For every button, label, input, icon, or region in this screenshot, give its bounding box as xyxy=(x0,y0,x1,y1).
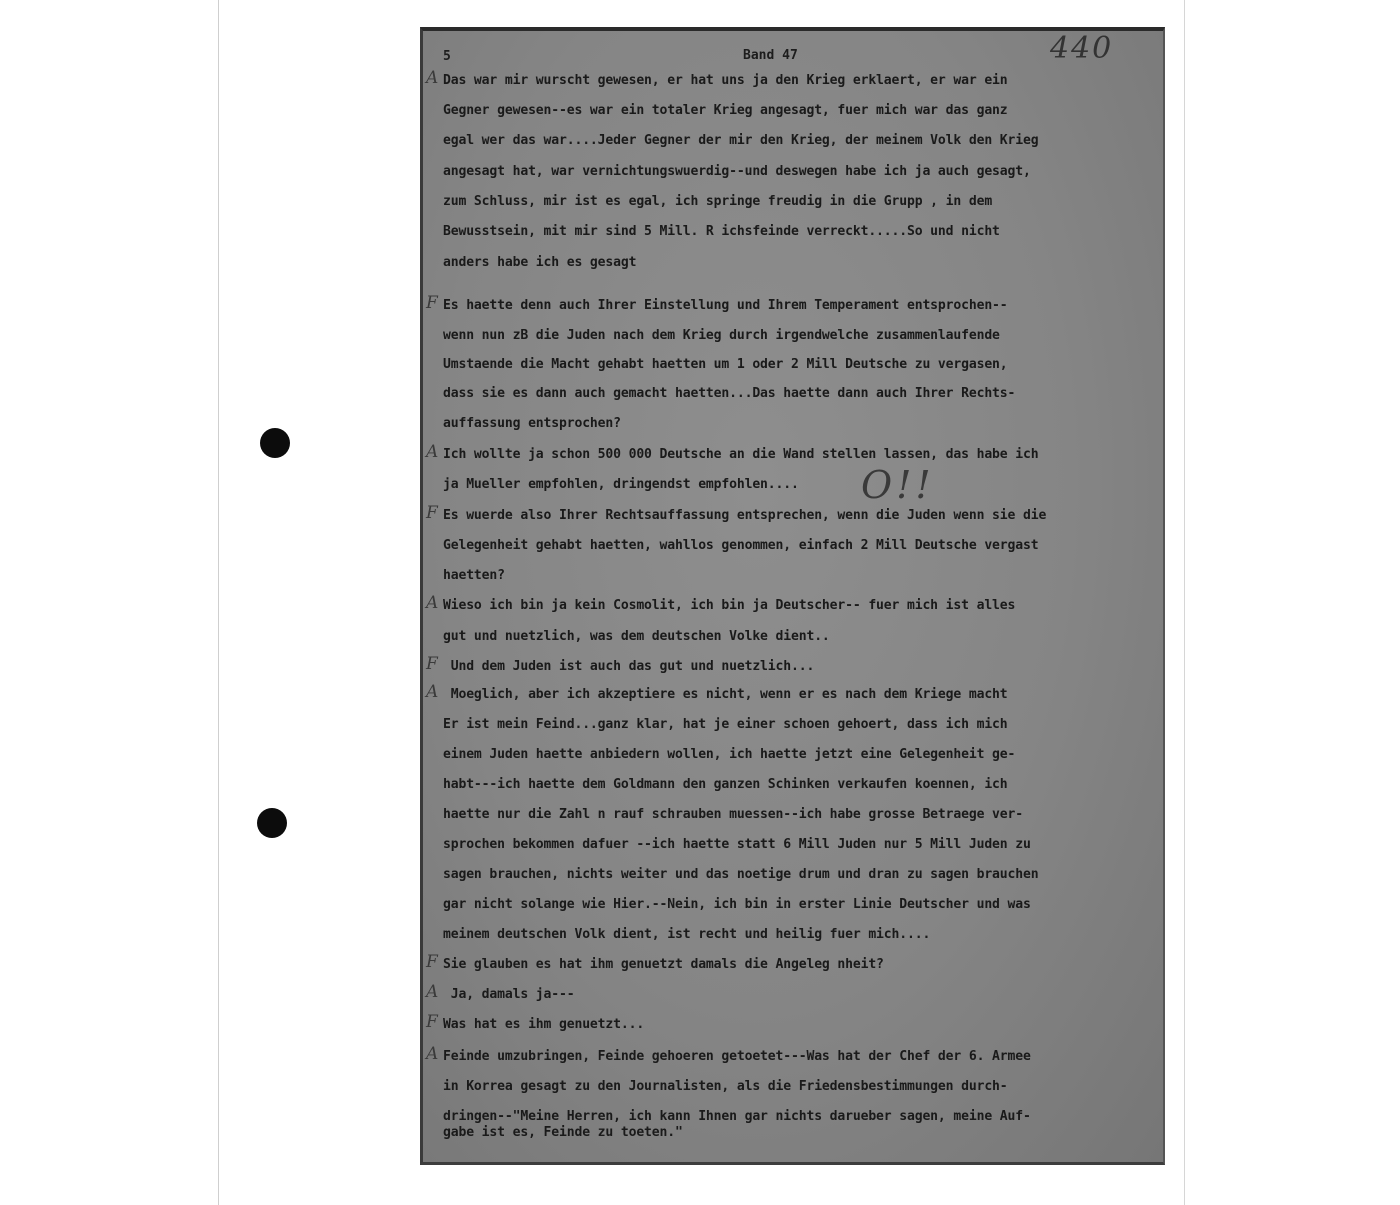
transcript-line: auffassung entsprochen? xyxy=(443,416,621,431)
volume-label: Band 47 xyxy=(743,48,798,63)
transcript-line: Gelegenheit gehabt haetten, wahllos genommen, einfach 2 Mill Deutsche vergast xyxy=(443,538,1039,553)
transcript-line: haetten? xyxy=(443,568,505,583)
transcript-line: gar nicht solange wie Hier.--Nein, ich bin in erster Linie Deutscher und was xyxy=(443,897,1031,912)
transcript-line: zum Schluss, mir ist es egal, ich springe freudig in die Grupp , in dem xyxy=(443,194,993,209)
transcript-line: Umstaende die Macht gehabt haetten um 1 oder 2 Mill Deutsche zu vergasen, xyxy=(443,357,1008,372)
speaker-mark: A xyxy=(426,68,439,88)
transcript-line: Bewusstsein, mit mir sind 5 Mill. R ichsfeinde verreckt.....So und nicht xyxy=(443,224,1000,239)
speaker-mark: A xyxy=(426,1044,439,1064)
transcript-line: Es wuerde also Ihrer Rechtsauffassung entsprechen, wenn die Juden wenn sie die xyxy=(443,508,1047,523)
transcript-line: dringen--"Meine Herren, ich kann Ihnen gar nichts darueber sagen, meine Auf- xyxy=(443,1109,1031,1124)
transcript-line: Was hat es ihm genuetzt... xyxy=(443,1017,645,1032)
transcript-line: Ich wollte ja schon 500 000 Deutsche an die Wand stellen lassen, das habe ich xyxy=(443,447,1039,462)
transcript-line: gabe ist es, Feinde zu toeten." xyxy=(443,1125,683,1140)
transcript-line: Ja, damals ja--- xyxy=(443,987,575,1002)
transcript-line: Sie glauben es hat ihm genuetzt damals die Angeleg nheit? xyxy=(443,957,884,972)
speaker-mark: A xyxy=(426,593,439,613)
transcript-line: ja Mueller empfohlen, dringendst empfohlen.... xyxy=(443,477,799,492)
transcript-line: Wieso ich bin ja kein Cosmolit, ich bin ja Deutscher-- fuer mich ist alles xyxy=(443,598,1016,613)
folio-number: 440 xyxy=(1050,31,1114,66)
transcript-line: dass sie es dann auch gemacht haetten...Das haette dann auch Ihrer Rechts- xyxy=(443,386,1016,401)
speaker-mark: F xyxy=(426,293,438,313)
speaker-mark: F xyxy=(426,1012,438,1032)
transcript-line: Es haette denn auch Ihrer Einstellung und Ihrem Temperament entsprochen-- xyxy=(443,298,1008,313)
transcript-line: Feinde umzubringen, Feinde gehoeren getoetet---Was hat der Chef der 6. Armee xyxy=(443,1049,1031,1064)
transcript-line: haette nur die Zahl n rauf schrauben muessen--ich habe grosse Betraege ver- xyxy=(443,807,1023,822)
transcript-line: anders habe ich es gesagt xyxy=(443,255,637,270)
transcript-line: sagen brauchen, nichts weiter und das noetige drum und dran zu sagen brauchen xyxy=(443,867,1039,882)
transcript-line: Moeglich, aber ich akzeptiere es nicht, wenn er es nach dem Kriege macht xyxy=(443,687,1008,702)
speaker-mark: A xyxy=(426,442,439,462)
punch-hole-bottom xyxy=(257,808,287,838)
punch-hole-top xyxy=(260,428,290,458)
transcript-line: habt---ich haette dem Goldmann den ganzen Schinken verkaufen koennen, ich xyxy=(443,777,1008,792)
transcript-line: in Korrea gesagt zu den Journalisten, als die Friedensbestimmungen durch- xyxy=(443,1079,1008,1094)
speaker-mark: F xyxy=(426,503,438,523)
transcript-line: Das war mir wurscht gewesen, er hat uns ja den Krieg erklaert, er war ein xyxy=(443,73,1008,88)
transcript-line: meinem deutschen Volk dient, ist recht und heilig fuer mich.... xyxy=(443,927,931,942)
transcript-line: Er ist mein Feind...ganz klar, hat je einer schoen gehoert, dass ich mich xyxy=(443,717,1008,732)
speaker-mark: F xyxy=(426,654,438,674)
speaker-mark: F xyxy=(426,952,438,972)
transcript-line: egal wer das war....Jeder Gegner der mir den Krieg, der meinem Volk den Krieg xyxy=(443,133,1039,148)
speaker-mark: A xyxy=(426,682,439,702)
handwritten-margin-note: O!! xyxy=(861,463,935,507)
page-number: 5 xyxy=(443,49,451,64)
speaker-mark: A xyxy=(426,982,439,1002)
transcript-line: angesagt hat, war vernichtungswuerdig--und deswegen habe ich ja auch gesagt, xyxy=(443,164,1031,179)
transcript-line: Gegner gewesen--es war ein totaler Krieg angesagt, fuer mich war das ganz xyxy=(443,103,1008,118)
transcript-line: wenn nun zB die Juden nach dem Krieg durch irgendwelche zusammenlaufende xyxy=(443,328,1000,343)
transcript-line: Und dem Juden ist auch das gut und nuetzlich... xyxy=(443,659,815,674)
transcript-line: gut und nuetzlich, was dem deutschen Volke dient.. xyxy=(443,629,830,644)
transcript-body xyxy=(423,31,1163,1162)
transcript-page xyxy=(420,27,1165,1165)
transcript-line: einem Juden haette anbiedern wollen, ich haette jetzt eine Gelegenheit ge- xyxy=(443,747,1016,762)
transcript-line: sprochen bekommen dafuer --ich haette statt 6 Mill Juden nur 5 Mill Juden zu xyxy=(443,837,1031,852)
